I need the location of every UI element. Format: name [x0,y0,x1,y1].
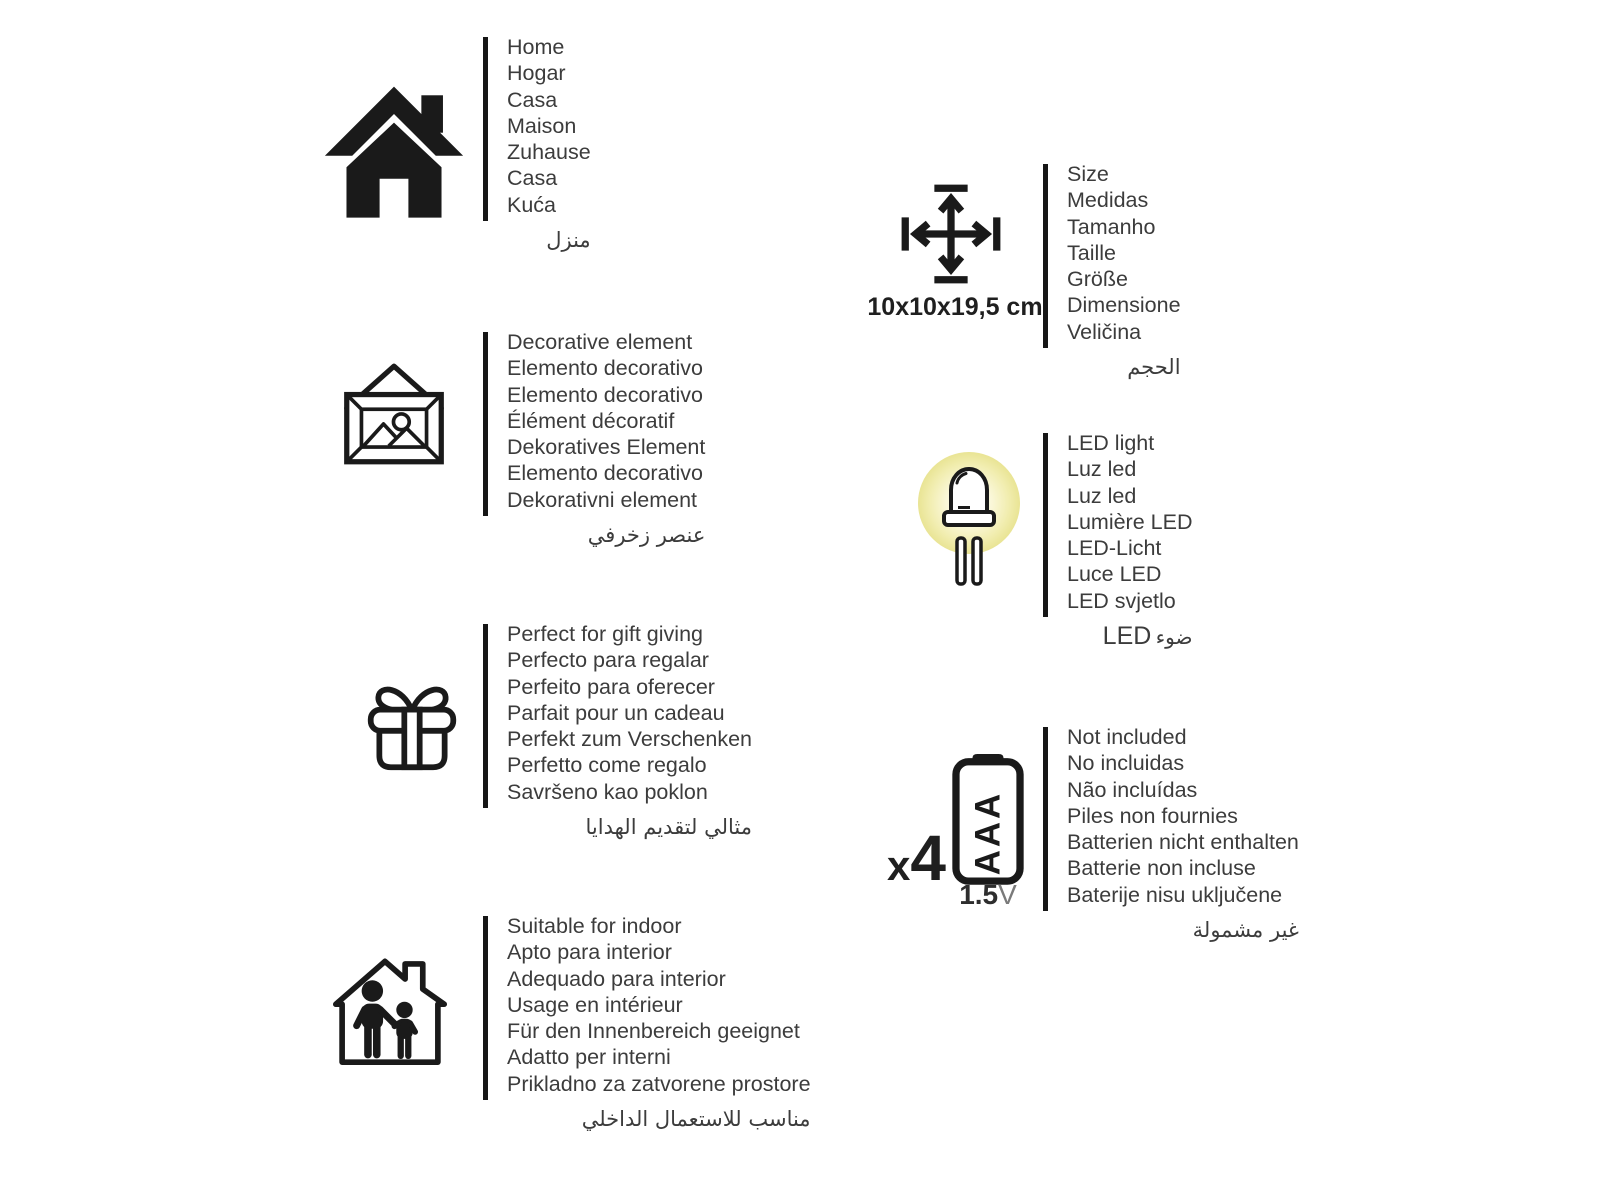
section-gift [300,617,760,867]
battery-count-number: 4 [910,822,946,894]
led-label [1067,622,1192,651]
led-bulb-icon [917,452,1021,588]
feature-text-line: Suitable for indoor [507,914,682,938]
feature-text-line: Perfeito para oferecer [507,674,715,699]
feature-text-line: Größe [1067,267,1128,292]
feature-text-line: Elemento decorativo [507,356,703,381]
feature-text-line: Size [1067,162,1109,186]
feature-text-line: Luce LED [1067,562,1162,587]
feature-text-line: Decorative element [507,330,693,354]
divider [483,624,488,808]
feature-text-line: Perfect for gift giving [507,622,703,646]
section-home [300,30,730,280]
feature-text-arabic: مثالي لتقديم الهدايا [585,815,752,840]
feature-text-line: Elemento decorativo [507,461,703,486]
feature-text-line: Savršeno kao poklon [507,779,708,804]
feature-text-line: Baterije nisu uključene [1067,882,1283,907]
section-size [860,157,1300,397]
feature-text-line: Élément décoratif [507,408,675,433]
section-indoor [300,909,830,1159]
feature-text-line: Prikladno za zatvorene prostore [507,1071,811,1096]
feature-text-line: Lumière LED [1067,509,1193,534]
feature-text-line: Home [507,35,565,59]
feature-text-line: Batterie non incluse [1067,856,1256,881]
feature-text-line: Zuhause [507,140,591,165]
house-family-icon [327,945,453,1071]
feature-text-line: Batterien nicht enthalten [1067,830,1299,855]
divider [1043,727,1048,911]
feature-text-line: Piles non fournies [1067,803,1238,828]
picture-frame-icon [336,362,452,467]
feature-text-line: No incluidas [1067,751,1185,776]
feature-text-line: Apto para interior [507,940,672,965]
feature-text-line: Não incluídas [1067,777,1198,802]
divider [1043,433,1048,617]
size-arrows-icon [899,182,1003,286]
voltage-label [951,881,1025,909]
feature-text-line: Adequado para interior [507,966,726,991]
feature-text-line: LED-Licht [1067,536,1162,561]
feature-text-line: Taille [1067,240,1116,265]
house-icon [322,78,466,222]
feature-text-line: Not included [1067,725,1187,749]
battery-count-label [860,822,946,894]
feature-text-arabic: غير مشمولة [1192,918,1299,943]
feature-text-line: Dimensione [1067,293,1181,318]
feature-text-line: Adatto per interni [507,1045,671,1070]
feature-text-line: Dekoratives Element [507,435,706,460]
feature-text-line: Tamanho [1067,214,1156,239]
section-led [860,426,1300,676]
divider [483,916,488,1100]
feature-text-line: Perfecto para regalar [507,648,709,673]
feature-text-line: Perfetto come regalo [507,753,707,778]
battery-count-prefix: x [887,842,911,889]
feature-text-line: Perfekt zum Verschenken [507,727,752,752]
feature-text-line: Luz led [1067,457,1137,482]
feature-text-line: Medidas [1067,188,1149,213]
feature-text-line: LED light [1067,431,1155,455]
feature-text-line: Elemento decorativo [507,382,703,407]
feature-text-arabic: الحجم [1127,355,1181,380]
feature-text-line: Casa [507,166,558,191]
feature-text-line: LED svjetlo [1067,588,1176,613]
feature-text-line: Für den Innenbereich geeignet [507,1019,800,1044]
feature-text-line: Usage en intérieur [507,992,683,1017]
led-label-latin: LED [1102,622,1152,651]
divider [483,37,488,221]
battery-type-label: AAA [968,790,1008,876]
feature-text-arabic: منزل [546,228,591,253]
section-battery [860,720,1330,970]
feature-text-line: Luz led [1067,483,1137,508]
feature-text-line: Veličina [1067,319,1142,344]
feature-text-arabic: مناسب للاستعمال الداخلي [581,1107,811,1132]
led-label-arabic: ضوء [1155,625,1193,650]
feature-text-line: Kuća [507,192,557,217]
gift-icon [364,675,460,773]
feature-text-line: Parfait pour un cadeau [507,700,725,725]
feature-text-line: Hogar [507,61,566,86]
feature-text-line: Casa [507,87,558,112]
battery-icon [951,753,1025,885]
section-decorative [300,325,730,575]
voltage-unit: V [998,879,1017,910]
feature-text-line: Maison [507,113,577,138]
feature-text-arabic: عنصر زخرفي [587,523,706,548]
divider [483,332,488,516]
divider [1043,164,1048,348]
feature-text-line: Dekorativni element [507,487,698,512]
dimensions-label: 10x10x19,5 cm [867,293,1043,321]
voltage-value: 1.5 [959,879,999,910]
